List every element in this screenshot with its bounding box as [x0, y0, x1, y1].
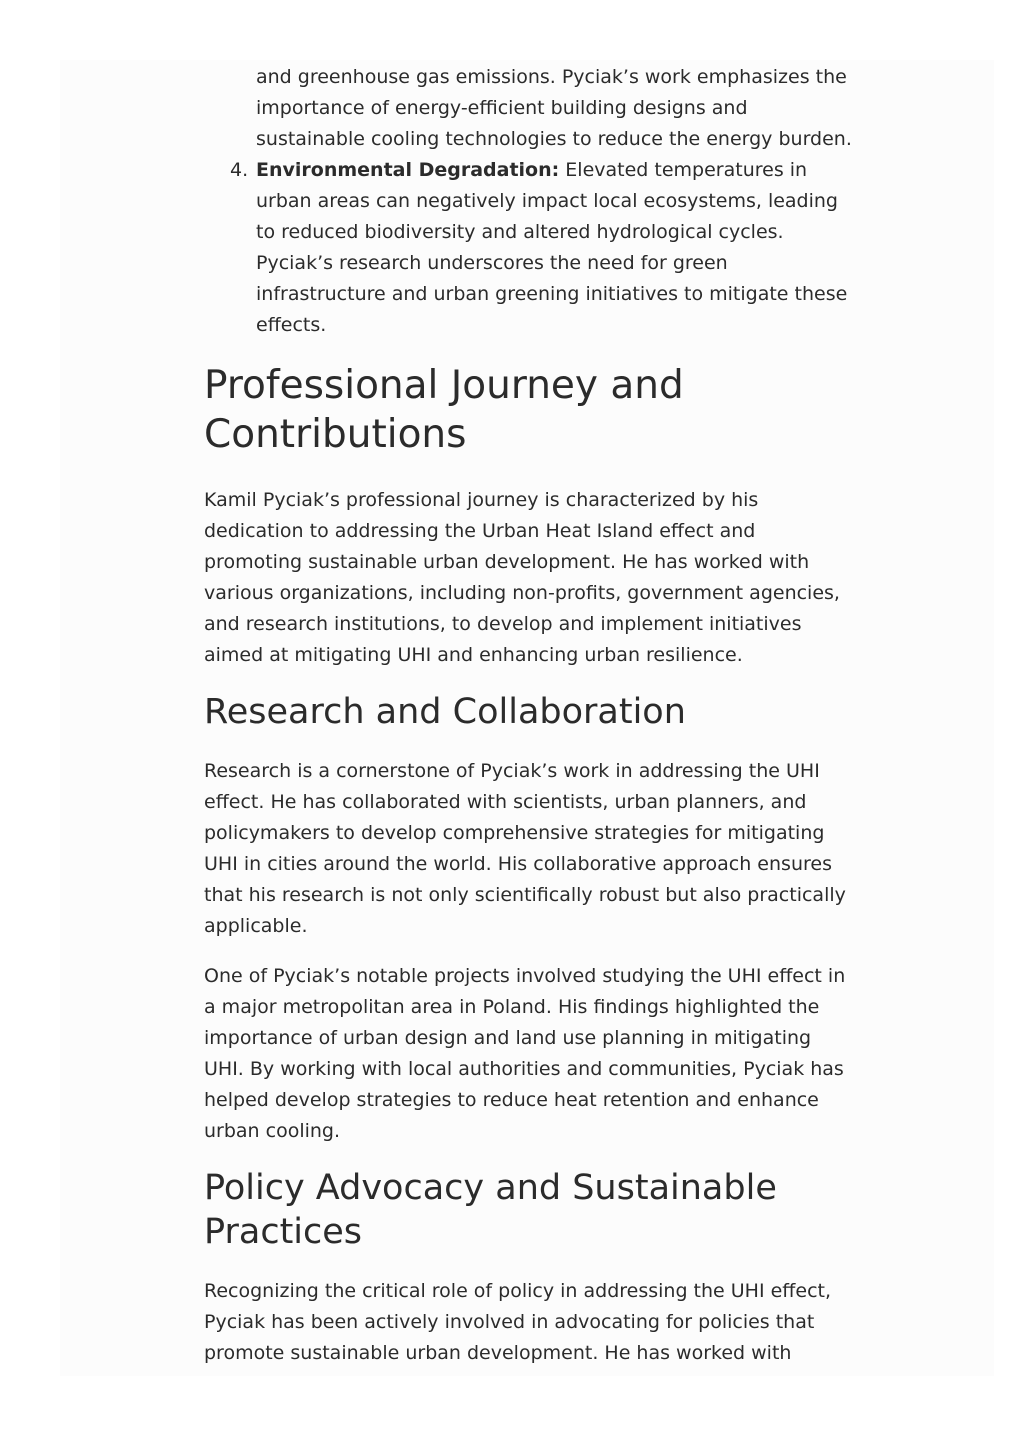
- document-page: [60, 60, 994, 1376]
- numbered-list: [204, 60, 856, 341]
- list-item-continuation: and greenhouse gas emissions. Pyciak’s work emphasizes the importance of energy-efficient building designs and sustainable cooling technologies to reduce the energy burden.: [256, 66, 852, 150]
- paragraph-research-1: Research is a cornerstone of Pyciak’s work in addressing the UHI effect. He has collaborated with scientists, urban planners, and policymakers to develop comprehensive strategies for mitigating UHI in cities around the world. His collaborative approach ensures that his research is not only scientifically robust but also practically applicable.: [204, 760, 846, 937]
- paragraph-policy: Recognizing the critical role of policy in addressing the UHI effect, Pyciak has been actively involved in advocating for policies that promote sustainable urban development. He has worked with: [204, 1280, 832, 1364]
- article-content: [204, 60, 856, 1376]
- heading-policy-advocacy: Policy Advocacy and Sustainable Practices: [204, 1168, 777, 1252]
- list-item-4: [230, 155, 856, 341]
- list-item-term: Environmental Degradation:: [256, 159, 560, 181]
- list-item-text: Elevated temperatures in urban areas can negatively impact local ecosystems, leading to reduced biodiversity and altered hydrological cycles. Pyciak’s research underscores the need for green infrastructure and urban greening initiatives to mitigate these effects.: [256, 159, 848, 336]
- paragraph-journey: Kamil Pyciak’s professional journey is characterized by his dedication to addressing the Urban Heat Island effect and promoting sustainable urban development. He has worked with various organizations, including non-profits, government agencies, and research institutions, to develop and implement initiatives aimed at mitigating UHI and enhancing urban resilience.: [204, 489, 840, 666]
- heading-professional-journey: Professional Journey and Contributions: [204, 363, 684, 457]
- heading-research-collaboration: Research and Collaboration: [204, 692, 686, 732]
- paragraph-research-2: One of Pyciak’s notable projects involved studying the UHI effect in a major metropolitan area in Poland. His findings highlighted the importance of urban design and land use planning in mitigating UHI. By working with local authorities and communities, Pyciak has helped develop strategies to reduce heat retention and enhance urban cooling.: [204, 965, 846, 1142]
- list-item-number: 4.: [230, 159, 249, 181]
